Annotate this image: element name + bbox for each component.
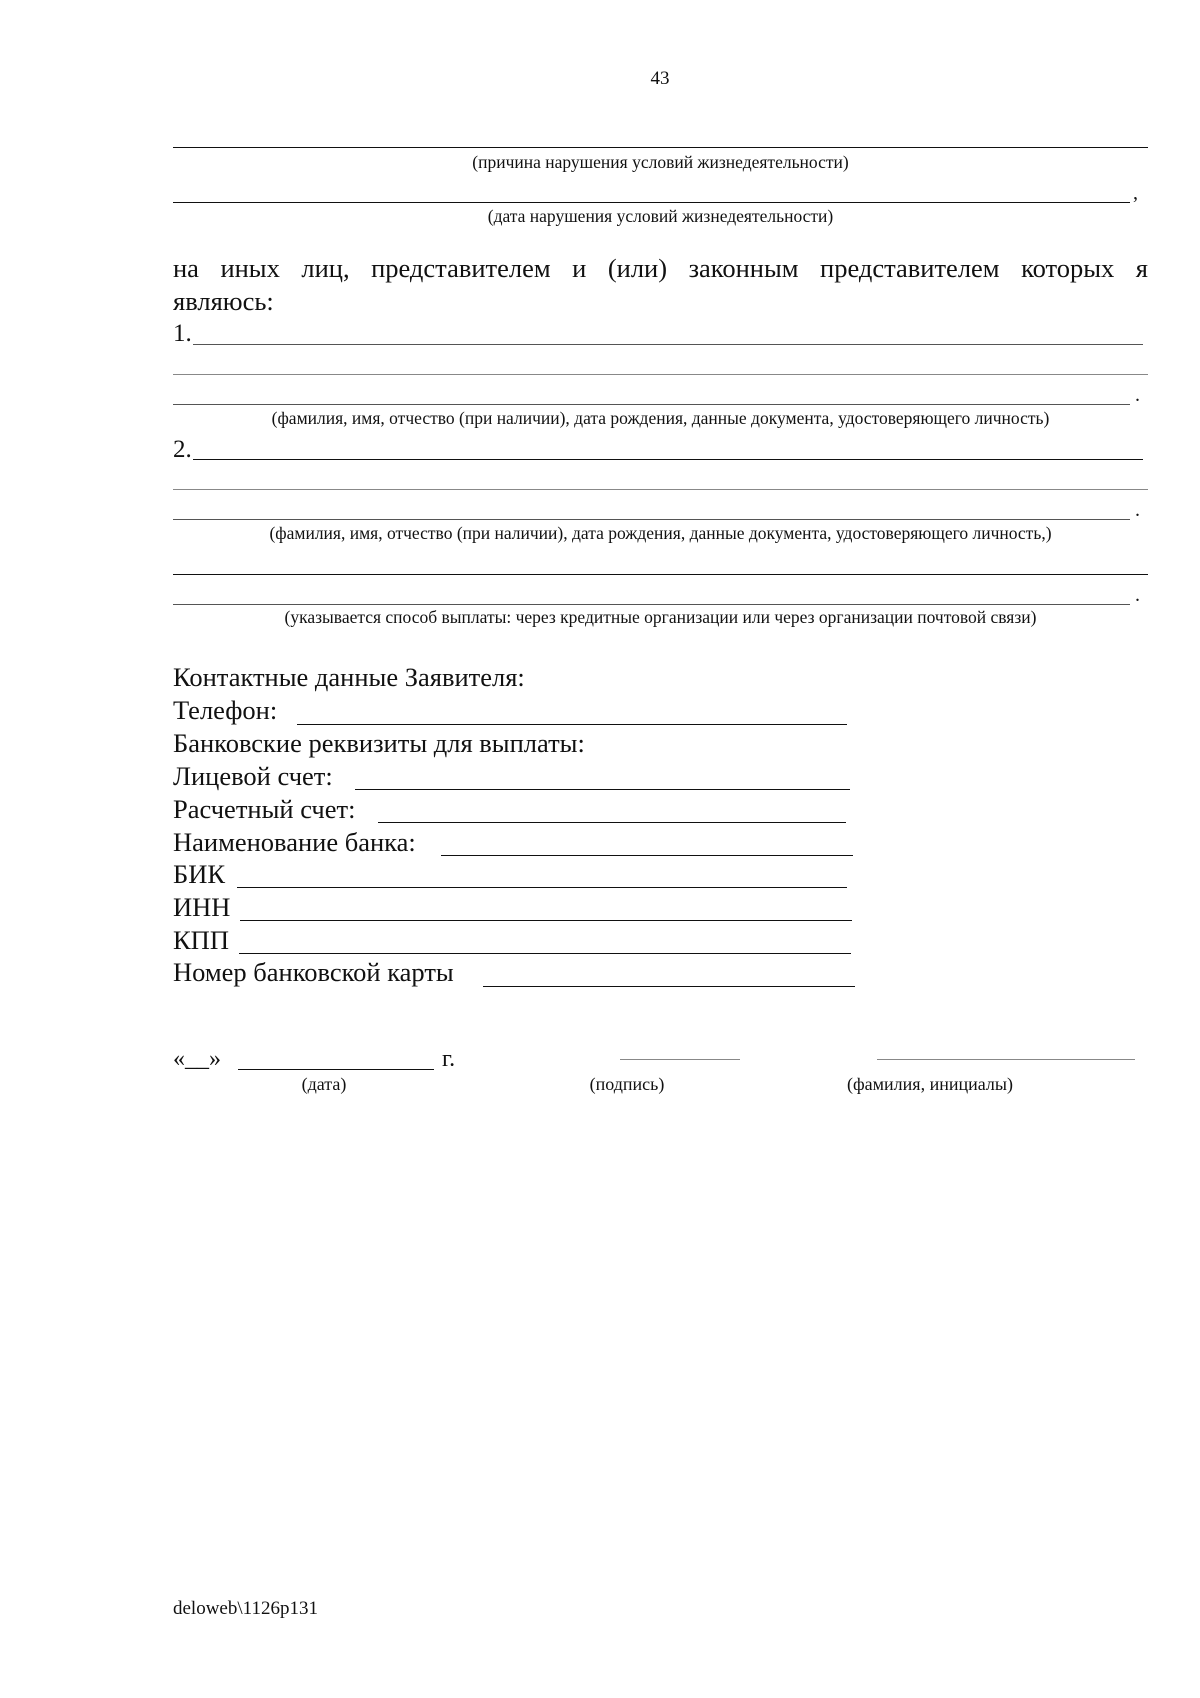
phone-label: Телефон: (173, 695, 278, 725)
person-2-line-1[interactable] (193, 459, 1143, 460)
card-number-label: Номер банковской карты (173, 957, 454, 987)
date-day-field[interactable]: «__» (173, 1046, 221, 1072)
reason-caption: (причина нарушения условий жизнедеятельности) (472, 152, 849, 172)
name-initials-caption: (фамилия, инициалы) (847, 1074, 1013, 1094)
signature-caption: (подпись) (589, 1074, 665, 1094)
date-month-field[interactable] (238, 1069, 434, 1070)
contacts-heading: Контактные данные Заявителя: (173, 662, 525, 692)
paragraph-line-2: являюсь: (173, 286, 274, 316)
personal-account-label: Лицевой счет: (173, 761, 333, 791)
bank-name-label: Наименование банка: (173, 827, 416, 857)
signature-field[interactable] (620, 1059, 740, 1060)
payment-caption: (указывается способ выплаты: через кредитные организации или через организации почтовой связи) (284, 607, 1037, 627)
settlement-account-field[interactable] (378, 822, 846, 823)
card-number-field[interactable] (483, 986, 855, 987)
person-1-caption: (фамилия, имя, отчество (при наличии), дата рождения, данные документа, удостоверяющего личность) (271, 408, 1050, 428)
payment-line-2[interactable] (173, 604, 1130, 605)
name-initials-field[interactable] (877, 1059, 1135, 1060)
person-1-end-mark: . (1135, 384, 1140, 406)
person-1-line-2[interactable] (173, 374, 1148, 375)
page-number: 43 (650, 68, 670, 89)
person-1-line-3[interactable] (173, 404, 1130, 405)
bik-field[interactable] (237, 887, 847, 888)
reason-field-line[interactable] (173, 147, 1148, 148)
kpp-field[interactable] (239, 953, 851, 954)
year-suffix: г. (442, 1046, 456, 1072)
paragraph-line-1: на иных лиц, представителем и (или) законным представителем которых я (173, 253, 1148, 283)
payment-line-1[interactable] (173, 574, 1148, 575)
person-2-line-3[interactable] (173, 519, 1130, 520)
settlement-account-label: Расчетный счет: (173, 794, 356, 824)
bank-details-heading: Банковские реквизиты для выплаты: (173, 728, 585, 758)
date-caption: (дата) (301, 1074, 347, 1094)
footer-doc-code: deloweb\1126p131 (173, 1598, 318, 1619)
person-2-number: 2. (173, 436, 192, 463)
date-violation-caption: (дата нарушения условий жизнедеятельности) (487, 206, 834, 226)
kpp-label: КПП (173, 925, 229, 955)
person-1-line-1[interactable] (193, 344, 1143, 345)
person-2-end-mark: . (1135, 499, 1140, 521)
phone-field[interactable] (297, 724, 847, 725)
person-1-number: 1. (173, 320, 192, 347)
personal-account-field[interactable] (355, 789, 850, 790)
person-2-caption: (фамилия, имя, отчество (при наличии), дата рождения, данные документа, удостоверяющего личность,) (269, 523, 1052, 543)
date-violation-field-line[interactable] (173, 202, 1130, 203)
inn-field[interactable] (240, 920, 852, 921)
inn-label: ИНН (173, 892, 231, 922)
person-2-line-2[interactable] (173, 489, 1148, 490)
payment-end-mark: . (1135, 584, 1140, 606)
comma-mark: , (1133, 182, 1138, 204)
bik-label: БИК (173, 859, 226, 889)
bank-name-field[interactable] (441, 855, 853, 856)
